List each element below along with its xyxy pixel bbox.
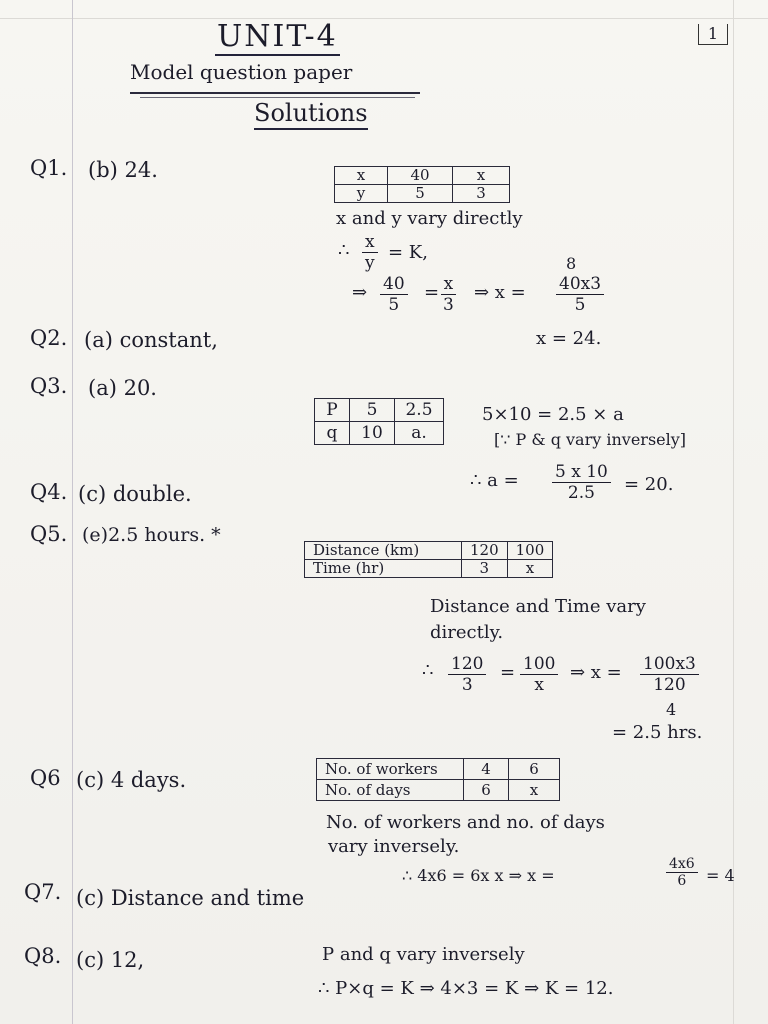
q7-answer: (c) Distance and time (76, 886, 305, 910)
q3-line1: 5×10 = 2.5 × a (482, 404, 624, 425)
q1-frac-40-5 (380, 274, 408, 315)
q1-table (334, 166, 510, 203)
table-cell: Time (hr) (305, 560, 462, 578)
fraction-denominator: 3 (461, 675, 473, 695)
table-row (335, 185, 510, 203)
q3-answer: (a) 20. (88, 376, 157, 400)
q5-table (304, 541, 553, 578)
table-cell: 4 (464, 759, 509, 780)
fraction-numerator: 5 x 10 (552, 462, 611, 483)
q8-label: Q8. (24, 944, 62, 968)
table-row (305, 560, 553, 578)
table-cell: 100 (507, 542, 553, 560)
table-cell: 5 (388, 185, 453, 203)
table-cell: q (315, 422, 350, 445)
table-cell: No. of days (317, 780, 464, 801)
q5-frac-120-3 (448, 654, 486, 695)
q4-label: Q4. (30, 480, 68, 504)
q6-answer: (c) 4 days. (76, 768, 187, 792)
q3-line3-prefix: ∴ a = (470, 470, 519, 491)
q8-answer: (c) 12, (76, 948, 145, 972)
fraction-numerator: 40x3 (556, 274, 604, 295)
fraction-numerator: 4x6 (666, 856, 698, 873)
q6-line3-prefix: ∴ 4x6 = 6x x ⇒ x = (402, 866, 555, 885)
q6-line1: No. of workers and no. of days (326, 812, 605, 833)
fraction-numerator: 40 (380, 274, 408, 295)
table-row (315, 399, 444, 422)
fraction-numerator: x (362, 232, 378, 253)
q5-result: = 2.5 hrs. (612, 722, 703, 743)
fraction-denominator: 6 (677, 873, 687, 889)
table-row (317, 780, 560, 801)
page-subtitle: Model question paper (130, 60, 353, 84)
q3-frac (552, 462, 611, 503)
fraction-numerator: 100 (520, 654, 558, 675)
table-cell: P (315, 399, 350, 422)
q5-line1: Distance and Time vary (430, 596, 646, 617)
q5-therefore: ∴ (422, 660, 434, 681)
q1-therefore: ∴ (338, 240, 350, 261)
q5-line2: directly. (430, 622, 504, 643)
subtitle-underline (130, 92, 420, 94)
fraction-denominator: 120 (653, 675, 686, 695)
table-row (315, 422, 444, 445)
q1-answer: (b) 24. (88, 158, 158, 182)
q1-cancel-note: 8 (566, 254, 577, 273)
fraction-numerator: x (441, 274, 457, 295)
table-cell: 3 (453, 185, 510, 203)
table-row (317, 759, 560, 780)
q3-line2: [∵ P & q vary inversely] (494, 430, 687, 449)
q3-line3-suffix: = 20. (624, 474, 674, 495)
q1-frac-40x3-5 (556, 274, 604, 315)
table-cell: 2.5 (395, 399, 444, 422)
fraction-denominator: 5 (388, 295, 400, 315)
table-cell: No. of workers (317, 759, 464, 780)
table-cell: 40 (388, 167, 453, 185)
q1-result: x = 24. (536, 328, 602, 349)
q5-arrow: ⇒ x = (570, 662, 622, 683)
q7-label: Q7. (24, 880, 62, 904)
fraction-denominator: 2.5 (567, 483, 595, 503)
page-number: 1 (698, 24, 728, 45)
q8-line1: P and q vary inversely (322, 944, 525, 965)
table-row (305, 542, 553, 560)
q5-cancel-note: 4 (666, 700, 677, 719)
page-top-rule (0, 18, 768, 19)
q5-label: Q5. (30, 522, 68, 546)
fraction-denominator: 5 (574, 295, 586, 315)
q8-line2: ∴ P×q = K ⇒ 4×3 = K ⇒ K = 12. (318, 978, 614, 999)
q1-frac-xy (362, 232, 378, 273)
q1-line1: x and y vary directly (336, 208, 523, 229)
q6-table (316, 758, 560, 801)
q5-frac-100x3-120 (640, 654, 699, 695)
table-cell: 5 (350, 399, 395, 422)
fraction-numerator: 120 (448, 654, 486, 675)
table-cell: 6 (509, 759, 560, 780)
q4-answer: (c) double. (78, 482, 192, 506)
table-cell: 10 (350, 422, 395, 445)
q6-frac (666, 856, 698, 889)
table-cell: x (509, 780, 560, 801)
page-title: UNIT-4 (217, 19, 338, 54)
table-cell: 3 (462, 560, 508, 578)
q1-arrow1: ⇒ (352, 282, 368, 303)
q2-label: Q2. (30, 326, 68, 350)
q3-label: Q3. (30, 374, 68, 398)
fraction-denominator: y (365, 253, 375, 273)
table-cell: a. (395, 422, 444, 445)
q6-line2: vary inversely. (328, 836, 460, 857)
margin-line (72, 0, 73, 1024)
table-cell: y (335, 185, 388, 203)
q1-equals: = (424, 282, 440, 303)
q5-answer: (e)2.5 hours. * (82, 524, 221, 546)
table-cell: 6 (464, 780, 509, 801)
table-row (335, 167, 510, 185)
table-cell: Distance (km) (305, 542, 462, 560)
table-cell: x (453, 167, 510, 185)
fraction-denominator: 3 (443, 295, 454, 315)
q1-eq-k: = K, (388, 242, 428, 263)
fraction-numerator: 100x3 (640, 654, 699, 675)
table-cell: x (507, 560, 553, 578)
solutions-heading: Solutions (254, 98, 368, 130)
q3-table (314, 398, 444, 445)
q2-answer: (a) constant, (84, 328, 218, 352)
q5-equals: = (500, 662, 516, 683)
table-cell: x (335, 167, 388, 185)
q1-label: Q1. (30, 156, 68, 180)
q1-frac-x-3 (440, 274, 457, 315)
fraction-denominator: x (534, 675, 545, 695)
q5-frac-100-x (520, 654, 558, 695)
q1-arrow2: ⇒ x = (474, 282, 526, 303)
q6-label: Q6 (30, 766, 61, 790)
table-cell: 120 (462, 542, 508, 560)
q6-line3-suffix: = 4 (706, 866, 735, 885)
